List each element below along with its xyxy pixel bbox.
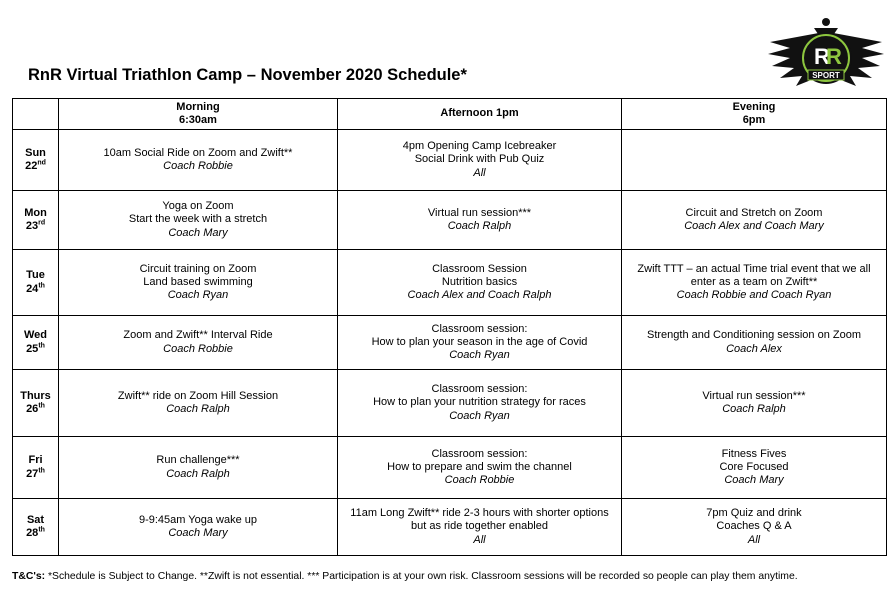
header-row bbox=[13, 99, 887, 130]
day-date-suffix: th bbox=[38, 466, 45, 474]
session-text: Land based swimming bbox=[143, 275, 253, 288]
schedule-row bbox=[13, 437, 887, 499]
coach-name: Coach Ralph bbox=[447, 220, 512, 232]
evening-cell bbox=[622, 191, 887, 250]
day-cell bbox=[13, 191, 59, 250]
day-date-suffix: th bbox=[38, 341, 45, 349]
session-text: Run challenge*** bbox=[156, 454, 240, 467]
session-text: Zoom and Zwift** Interval Ride bbox=[123, 329, 273, 342]
session-text: Nutrition basics bbox=[441, 275, 518, 288]
rnr-sport-logo bbox=[764, 12, 888, 96]
afternoon-cell bbox=[338, 250, 622, 316]
session-text: Virtual run session*** bbox=[702, 389, 806, 402]
session-text: 7pm Quiz and drink bbox=[706, 507, 802, 520]
coach-name: Coach Ryan bbox=[449, 349, 510, 362]
evening-cell bbox=[622, 499, 887, 556]
day-date-number: 28 bbox=[26, 527, 39, 539]
morning-cell bbox=[59, 191, 338, 250]
day-date-number: 27 bbox=[26, 467, 39, 480]
coach-name: Coach Ryan bbox=[449, 409, 510, 422]
session-text: Start the week with a stretch bbox=[128, 213, 268, 226]
day-date bbox=[17, 527, 54, 540]
schedule-row bbox=[13, 250, 887, 316]
afternoon-cell bbox=[338, 437, 622, 499]
day-name: Mon bbox=[24, 206, 47, 219]
terms-and-conditions bbox=[12, 571, 798, 582]
morning-cell bbox=[59, 250, 338, 316]
session-text: 4pm Opening Camp Icebreaker bbox=[402, 140, 557, 153]
session-text: but as ride together enabled bbox=[411, 520, 548, 533]
morning-cell bbox=[59, 370, 338, 437]
day-date bbox=[17, 468, 54, 481]
header-evening-label: Evening bbox=[732, 100, 776, 113]
page-title: RnR Virtual Triathlon Camp – November 2020 Schedule* bbox=[28, 66, 467, 84]
header-morning bbox=[59, 99, 338, 130]
schedule-row bbox=[13, 130, 887, 191]
session-text: Classroom session: bbox=[431, 322, 528, 335]
day-name: Fri bbox=[28, 454, 43, 467]
day-name: Sat bbox=[26, 513, 45, 526]
day-date-number: 26 bbox=[26, 403, 39, 415]
session-text: 10am Social Ride on Zoom and Zwift** bbox=[103, 146, 293, 159]
session-text: Yoga on Zoom bbox=[162, 200, 234, 213]
day-name: Sun bbox=[25, 146, 46, 159]
day-cell bbox=[13, 499, 59, 556]
coach-name: Coach Mary bbox=[168, 226, 228, 239]
coach-name: Coach Mary bbox=[724, 474, 784, 487]
session-text: How to prepare and swim the channel bbox=[387, 460, 572, 473]
header-afternoon-label: Afternoon 1pm bbox=[440, 107, 519, 120]
day-date-number: 22 bbox=[25, 160, 38, 172]
header-morning-label: Morning bbox=[176, 100, 220, 113]
day-date-suffix: th bbox=[38, 281, 45, 289]
evening-cell bbox=[622, 316, 887, 370]
coach-name: Coach Alex and Coach Ralph bbox=[407, 289, 552, 302]
corner-cell bbox=[13, 99, 59, 130]
afternoon-cell bbox=[338, 499, 622, 556]
afternoon-cell bbox=[338, 130, 622, 191]
coach-name: Coach Ralph bbox=[166, 467, 230, 480]
session-text: Virtual run session*** bbox=[427, 206, 532, 219]
day-date bbox=[17, 220, 54, 233]
coach-name: Coach Robbie bbox=[163, 160, 233, 172]
evening-cell bbox=[622, 250, 887, 316]
morning-cell bbox=[59, 499, 338, 556]
svg-text:R: R bbox=[814, 44, 830, 69]
day-cell bbox=[13, 370, 59, 437]
coach-name: Coach Robbie bbox=[163, 342, 233, 355]
afternoon-cell bbox=[338, 370, 622, 437]
morning-cell bbox=[59, 130, 338, 191]
day-date-number: 24 bbox=[26, 282, 39, 295]
svg-text:R: R bbox=[826, 44, 842, 69]
session-text: How to plan your season in the age of Covid bbox=[371, 335, 588, 348]
evening-cell bbox=[622, 130, 887, 191]
day-date-suffix: th bbox=[38, 402, 45, 410]
header-evening bbox=[622, 99, 887, 130]
coach-name: Coach Alex bbox=[726, 342, 782, 355]
day-name: Wed bbox=[23, 329, 48, 342]
session-text: 11am Long Zwift** ride 2-3 hours with shorter options bbox=[350, 507, 609, 520]
morning-cell bbox=[59, 437, 338, 499]
terms-label: T&C's: bbox=[12, 571, 46, 582]
session-text: How to plan your nutrition strategy for races bbox=[373, 396, 586, 409]
session-text: Zwift** ride on Zoom Hill Session bbox=[117, 389, 279, 402]
afternoon-cell bbox=[338, 191, 622, 250]
day-date-suffix: nd bbox=[37, 159, 46, 167]
coach-name: Coach Ralph bbox=[166, 403, 230, 415]
coach-name: Coach Mary bbox=[168, 527, 228, 539]
coach-name: Coach Ralph bbox=[722, 403, 786, 415]
day-cell bbox=[13, 130, 59, 191]
coach-name: All bbox=[473, 533, 486, 546]
coach-name: Coach Alex and Coach Mary bbox=[684, 220, 824, 232]
coach-name: Coach Robbie bbox=[444, 474, 515, 487]
afternoon-cell bbox=[338, 316, 622, 370]
day-cell bbox=[13, 437, 59, 499]
day-cell bbox=[13, 316, 59, 370]
session-text: Classroom Session bbox=[432, 262, 527, 275]
session-text: Coaches Q & A bbox=[716, 520, 792, 533]
schedule-row bbox=[13, 316, 887, 370]
day-cell bbox=[13, 250, 59, 316]
day-name: Tue bbox=[26, 269, 45, 282]
session-text: Circuit and Stretch on Zoom bbox=[685, 206, 823, 219]
session-text: Circuit training on Zoom bbox=[139, 262, 257, 275]
header-evening-time: 6pm bbox=[742, 114, 766, 126]
terms-text: *Schedule is Subject to Change. **Zwift is not essential. *** Participation is at your own risk. Classroom sessions will be recorded so people can play them anytime. bbox=[45, 571, 798, 582]
header-afternoon bbox=[338, 99, 622, 130]
coach-name: Coach Ryan bbox=[167, 289, 229, 302]
session-text: Zwift TTT – an actual Time trial event that we all bbox=[637, 262, 871, 275]
day-date-number: 25 bbox=[26, 342, 39, 355]
schedule-row bbox=[13, 499, 887, 556]
session-text: enter as a team on Zwift** bbox=[690, 275, 818, 288]
day-date-suffix: rd bbox=[38, 219, 46, 227]
morning-cell bbox=[59, 316, 338, 370]
schedule-row bbox=[13, 370, 887, 437]
schedule-row bbox=[13, 191, 887, 250]
session-text: Classroom session: bbox=[431, 383, 528, 396]
coach-name: Coach Robbie and Coach Ryan bbox=[676, 289, 832, 302]
coach-name: All bbox=[473, 166, 486, 179]
day-date-suffix: th bbox=[38, 526, 45, 534]
session-text: Strength and Conditioning session on Zoom bbox=[646, 329, 862, 342]
session-text: Social Drink with Pub Quiz bbox=[414, 153, 545, 166]
day-date-number: 23 bbox=[25, 220, 39, 232]
evening-cell bbox=[622, 370, 887, 437]
session-text: Fitness Fives bbox=[721, 447, 787, 460]
session-text: 9-9:45am Yoga wake up bbox=[138, 513, 258, 526]
session-text: Core Focused bbox=[719, 460, 789, 473]
header-morning-time: 6:30am bbox=[179, 114, 217, 126]
schedule-table bbox=[12, 98, 887, 556]
day-name: Thurs bbox=[20, 389, 51, 402]
day-date bbox=[17, 283, 54, 296]
coach-name: All bbox=[747, 533, 761, 546]
logo-text: SPORT bbox=[812, 71, 840, 80]
session-text: Classroom session: bbox=[431, 447, 528, 460]
day-date bbox=[17, 160, 54, 173]
day-date bbox=[17, 343, 54, 356]
day-date bbox=[17, 403, 54, 416]
evening-cell bbox=[622, 437, 887, 499]
